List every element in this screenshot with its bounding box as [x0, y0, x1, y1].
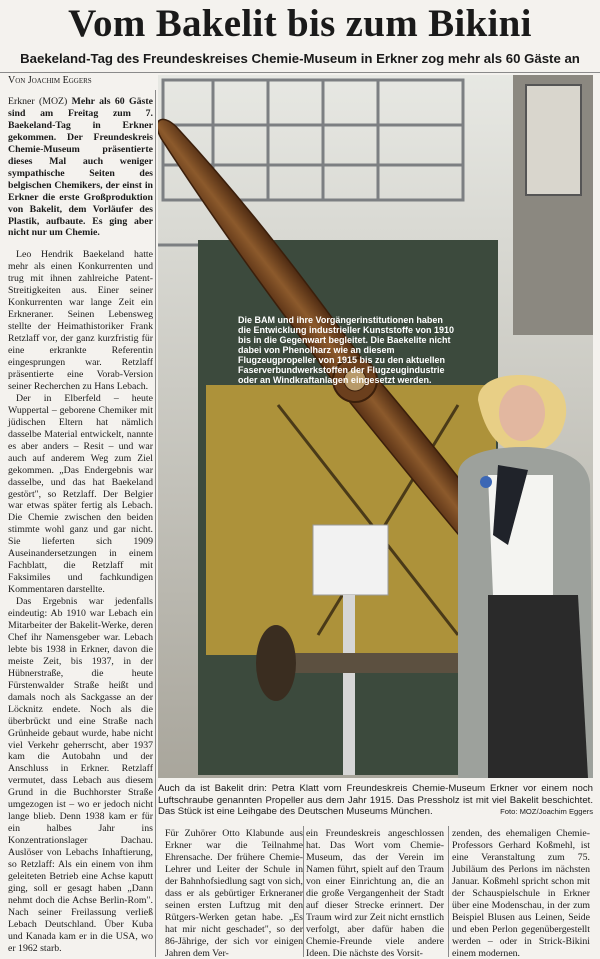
article-column-4: zenden, des ehemaligen Chemie-Professors Gerhard Koßmehl, ist eine Veranstaltung zum 75. Jubiläum des Perlons im nächsten Januar. Koßmehl spricht schon mit der Schauspielschule in Erkner über eine Modenschau, in der zum Beispiel Blusen aus Leinen, Seide und eben Perlon gegenübergestellt werden – oder in Strick-Bikini einem modernen.: [452, 828, 590, 959]
body-paragraph: Das Ergebnis war jedenfalls eindeutig: Ab 1910 war Lebach ein Mitarbeiter der Bakelit-Werke, deren Chef ihr Namensgeber war. Lebach lebte bis 1938 in Erkner, davon die meiste Zeit, bis 1937, in der Hübnerstraße, die heute Fürstenwalder Straße heißt und damals noch als Sackgasse an der Löcknitz endete. Noch als die überbrückt und eine Straße nach Grünheide gebaut wurde, habe nicht viel Verkehr geherrscht, aber 1937 kam die Autobahn und der Anschluss in Erkner. Retzlaff vermutet, dass Lebach aus diesem Grund in die Buchhorster Straße umgezogen ist – wo er jedoch nicht lange blieb. Denn 1938 kam er für ein halbes Jahr ins Konzentrationslager Dachau. Auslöser von Lebachs Inhaftierung, so Retzlaff: Als ein einem von ihm geleiteten Betrieb eine Achse kaputt ging, soll er gesagt haben „Dann nehmt doch die Achse Berlin-Rom". Nach seiner Freilassung verließ Lebach Deutschland. Über Kuba und Kanada kam er in die USA, wo er 1962 starb.: [8, 596, 154, 954]
exhibit-sign-text: Die BAM und ihre Vorgängerinstitutionen haben die Entwicklung industrieller Kunststoffe von 1910 bis in die Gegenwart begleitet. Die Baekelite nicht dabei von Phenolharz wie an diesem Flugzeugpropeller von 1915 bis zu den aktuellen Faserverbundwerkstoffen der Flugzeugindustrie oder an Windkraftanlagen eingesetzt werden.: [238, 315, 455, 385]
header-rule: [0, 72, 600, 73]
article-photo: [158, 75, 593, 778]
photo-credit: Foto: MOZ/Joachim Eggers: [500, 807, 593, 816]
lead-paragraph: [8, 96, 153, 239]
propeller-photo: [158, 75, 593, 778]
column-divider: [303, 826, 304, 957]
lead-place: Erkner (MOZ): [8, 96, 68, 107]
byline: Von Joachim Eggers: [8, 75, 92, 86]
landing-wheel: [256, 625, 296, 701]
lead-text: Mehr als 60 Gäste sind am Freitag zum 7. Baekeland-Tag in Erkner gekommen. Der Freundeskreis Chemie-Museum präsentierte dieses Mal auch weniger sympathische Seiten des belgischen Chemikers, der einst in Erkner die erste Großproduktion von Bakelit, dem Vorläufer des Plastik, aufbaute. Es ging aber nicht nur um Chemie.: [8, 96, 153, 239]
headline: Vom Bakelit bis zum Bikini: [68, 2, 532, 45]
exhibit-label: [313, 525, 388, 595]
column-divider: [448, 826, 449, 957]
article-column-1: [8, 96, 153, 955]
body-paragraph: Der in Elberfeld – heute Wuppertal – geborene Chemiker mit jüdischen Eltern hat nämlich dasselbe Material entwickelt, nannte es aber anders – Resit – und war auch auf anderem Weg zum Ziel gekommen. „Das Endergebnis war dasselbe, und das hat Baekeland gestört", so Retzlaff. Der Belgier war etwas später fertig als Lebach. Die Chemie zwischen den beiden stimmte wohl ganz und gar nicht. Sie lieferten sich 1909 Auseinandersetzungen in einem Fachblatt, die Retzlaff mit Faksimiles und fachkundigen Kommentaren darstellte.: [8, 392, 153, 596]
photo-caption: Auch da ist Bakelit drin: Petra Klatt vom Freundeskreis Chemie-Museum Erkner vor einem noch Luftschraube genannten Propeller aus dem Jahr 1915. Das Pressholz ist mit viel Bakelit beschichtet. Das Stück ist eine Leihgabe des Deutschen Museums München.: [158, 783, 593, 817]
article-column-3: ein Freundeskreis angeschlossen hat. Das Wort vom Chemie-Museum, das der Verein im Namen führt, spielt auf den Traum von einer Einrichtung an, die an die große Vergangenheit der Stadt auf dieser Strecke erinnert. Der Traum wird zur Zeit nicht ernstlich verfolgt, aber dafür haben die Chemie-Freunde viele andere Ideen. Die nächste des Vorsit-: [306, 828, 444, 959]
body-paragraph: Leo Hendrik Baekeland hatte mehr als einen Konkurrenten und trug mit ihnen zahlreiche Patent-Streitigkeiten aus. Einer seiner Konkurrenten war lange Zeit ein Erkneraner. Seinen Lebensweg stellte der Heimathistoriker Frank Retzlaff vor, der ganz kurzfristig für eine erkrankte Referentin eingesprungen war. Retzlaff präsentierte eine Vorab-Version seiner Recherchen zu Hans Lebach.: [8, 249, 153, 392]
subheadline: Baekeland-Tag des Freundeskreises Chemie-Museum in Erkner zog mehr als 60 Gäste an: [20, 51, 580, 66]
column-divider: [155, 90, 156, 957]
article-column-2: Für Zuhörer Otto Klabunde aus Erkner war die Teilnahme Ehrensache. Der frühere Chemie-Lehrer und Leiter der Schule in der Bahnhofsiedlung sagt von sich, dass er als gebürtiger Erkneraner seinen ersten Luftzug mit den Rütgers-Werken getan habe. „Es hat mir nicht geschadet", so der 86-Jährige, der sich vor einigen Jahren dem Ver-: [165, 828, 303, 959]
